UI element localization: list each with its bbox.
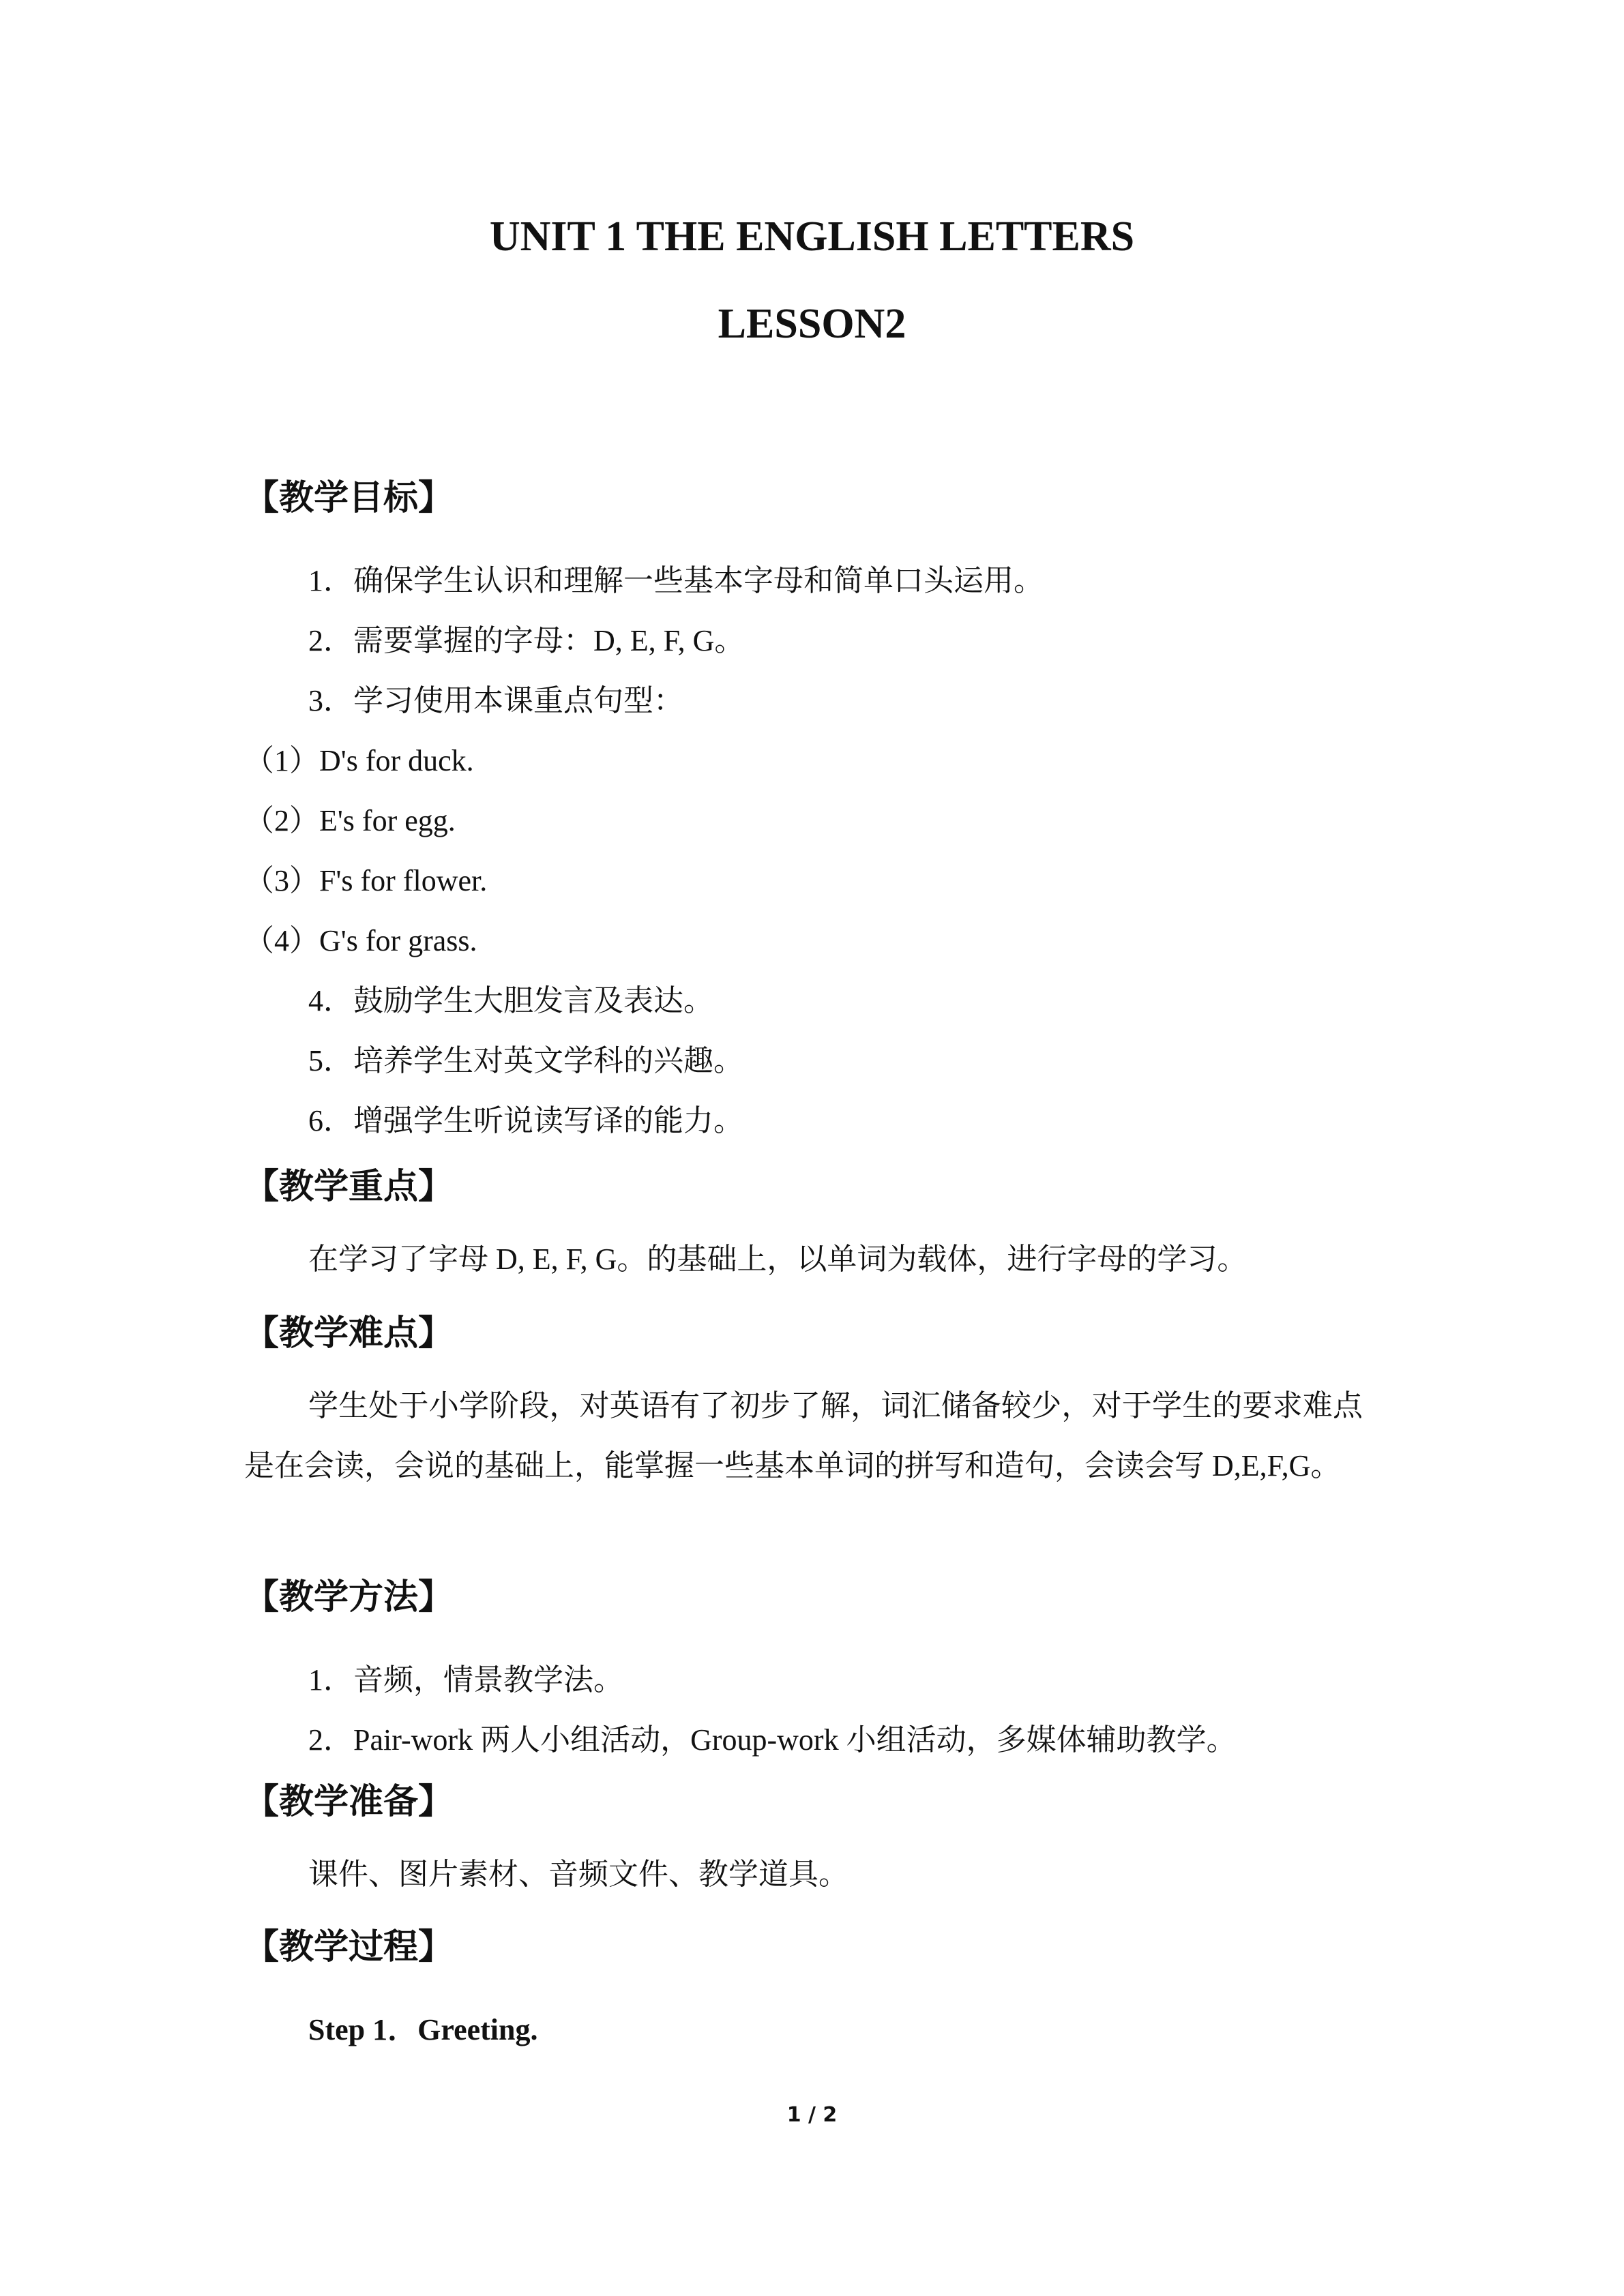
sentence-pattern: （3）F's for flower. [244, 864, 488, 897]
objective-item: 1．确保学生认识和理解一些基本字母和简单口头运用。 [308, 564, 1044, 597]
sentence-pattern: （4）G's for grass. [244, 924, 477, 957]
objective-item: 6．增强学生听说读写译的能力。 [308, 1104, 743, 1137]
objective-item: 5．培养学生对英文学科的兴趣。 [308, 1044, 743, 1077]
objective-item: 4．鼓励学生大胆发言及表达。 [308, 984, 713, 1017]
preparation-text: 课件、图片素材、音频文件、教学道具。 [308, 1858, 848, 1891]
document-title: UNIT 1 THE ENGLISH LETTERS [489, 213, 1135, 260]
step-1: Step 1．Greeting. [308, 2013, 538, 2046]
key-points-heading: 【教学重点】 [244, 1167, 454, 1207]
sentence-pattern: （2）E's for egg. [244, 804, 456, 837]
objective-item: 2．需要掌握的字母：D, E, F, G。 [308, 624, 745, 657]
key-points-text: 在学习了字母 D, E, F, G。的基础上，以单词为载体，进行字母的学习。 [308, 1242, 1247, 1276]
methods-heading: 【教学方法】 [244, 1577, 454, 1617]
objective-item: 3．学习使用本课重点句型： [308, 684, 683, 717]
method-item: 2．Pair-work 两人小组活动，Group-work 小组活动，多媒体辅助教学。 [308, 1723, 1237, 1757]
method-item: 1．音频，情景教学法。 [308, 1663, 623, 1697]
process-heading: 【教学过程】 [244, 1927, 454, 1967]
lesson-title: LESSON2 [718, 301, 906, 347]
sentence-pattern: （1）D's for duck. [244, 744, 474, 777]
preparation-heading: 【教学准备】 [244, 1782, 454, 1822]
difficulties-text: 学生处于小学阶段，对英语有了初步了解，词汇储备较少，对于学生的要求难点是在会读，会说的基础上，能掌握一些基本单词的拼写和造句，会读会写 D,E,F,G。 [244, 1389, 1363, 1482]
page-number: 1 / 2 [786, 2103, 838, 2127]
difficulties-heading: 【教学难点】 [244, 1313, 454, 1354]
objectives-heading: 【教学目标】 [244, 478, 454, 518]
